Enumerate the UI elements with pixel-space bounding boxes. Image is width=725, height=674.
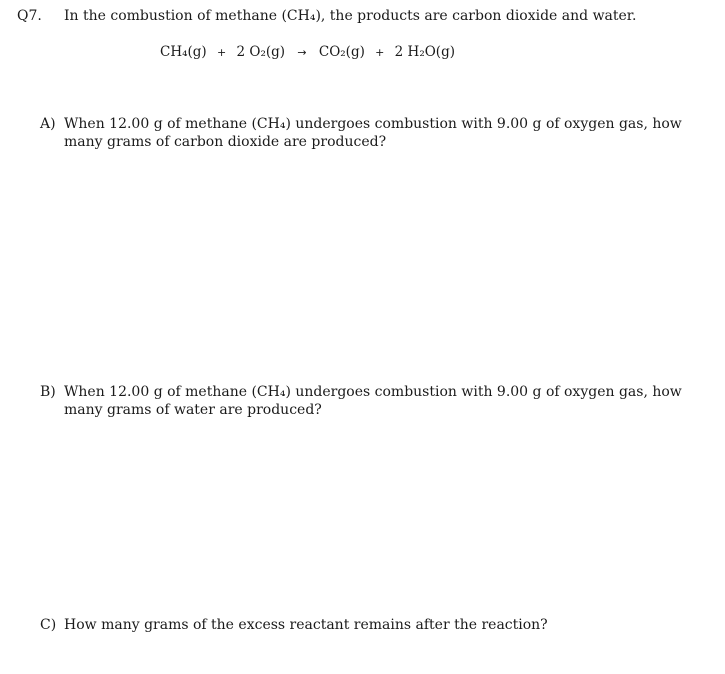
product-water: 2 H₂O(g) xyxy=(394,44,455,60)
part-question-text: When 12.00 g of methane (CH₄) undergoes combustion with 9.00 g of oxygen gas, how many grams of carbon dioxide are produced? xyxy=(64,116,682,150)
part-c xyxy=(40,616,725,636)
plus-sign: + xyxy=(375,46,385,59)
part-question-text: When 12.00 g of methane (CH₄) undergoes combustion with 9.00 g of oxygen gas, how many grams of water are produced? xyxy=(64,384,682,418)
part-letter: C) xyxy=(40,617,57,633)
question-intro: In the combustion of methane (CH₄), the products are carbon dioxide and water. xyxy=(64,8,637,24)
reaction-arrow-icon: → xyxy=(297,46,307,59)
part-a xyxy=(40,115,725,155)
product-carbon-dioxide: CO₂(g) xyxy=(318,44,365,60)
reactant-methane: CH₄(g) xyxy=(160,44,207,60)
chemical-equation xyxy=(160,44,455,60)
part-letter: A) xyxy=(40,116,56,132)
reactant-oxygen: 2 O₂(g) xyxy=(236,44,286,60)
question-number: Q7. xyxy=(17,8,42,24)
part-letter: B) xyxy=(40,384,56,400)
part-question-text: How many grams of the excess reactant remains after the reaction? xyxy=(64,617,548,633)
part-b xyxy=(40,383,725,423)
plus-sign: + xyxy=(217,46,227,59)
